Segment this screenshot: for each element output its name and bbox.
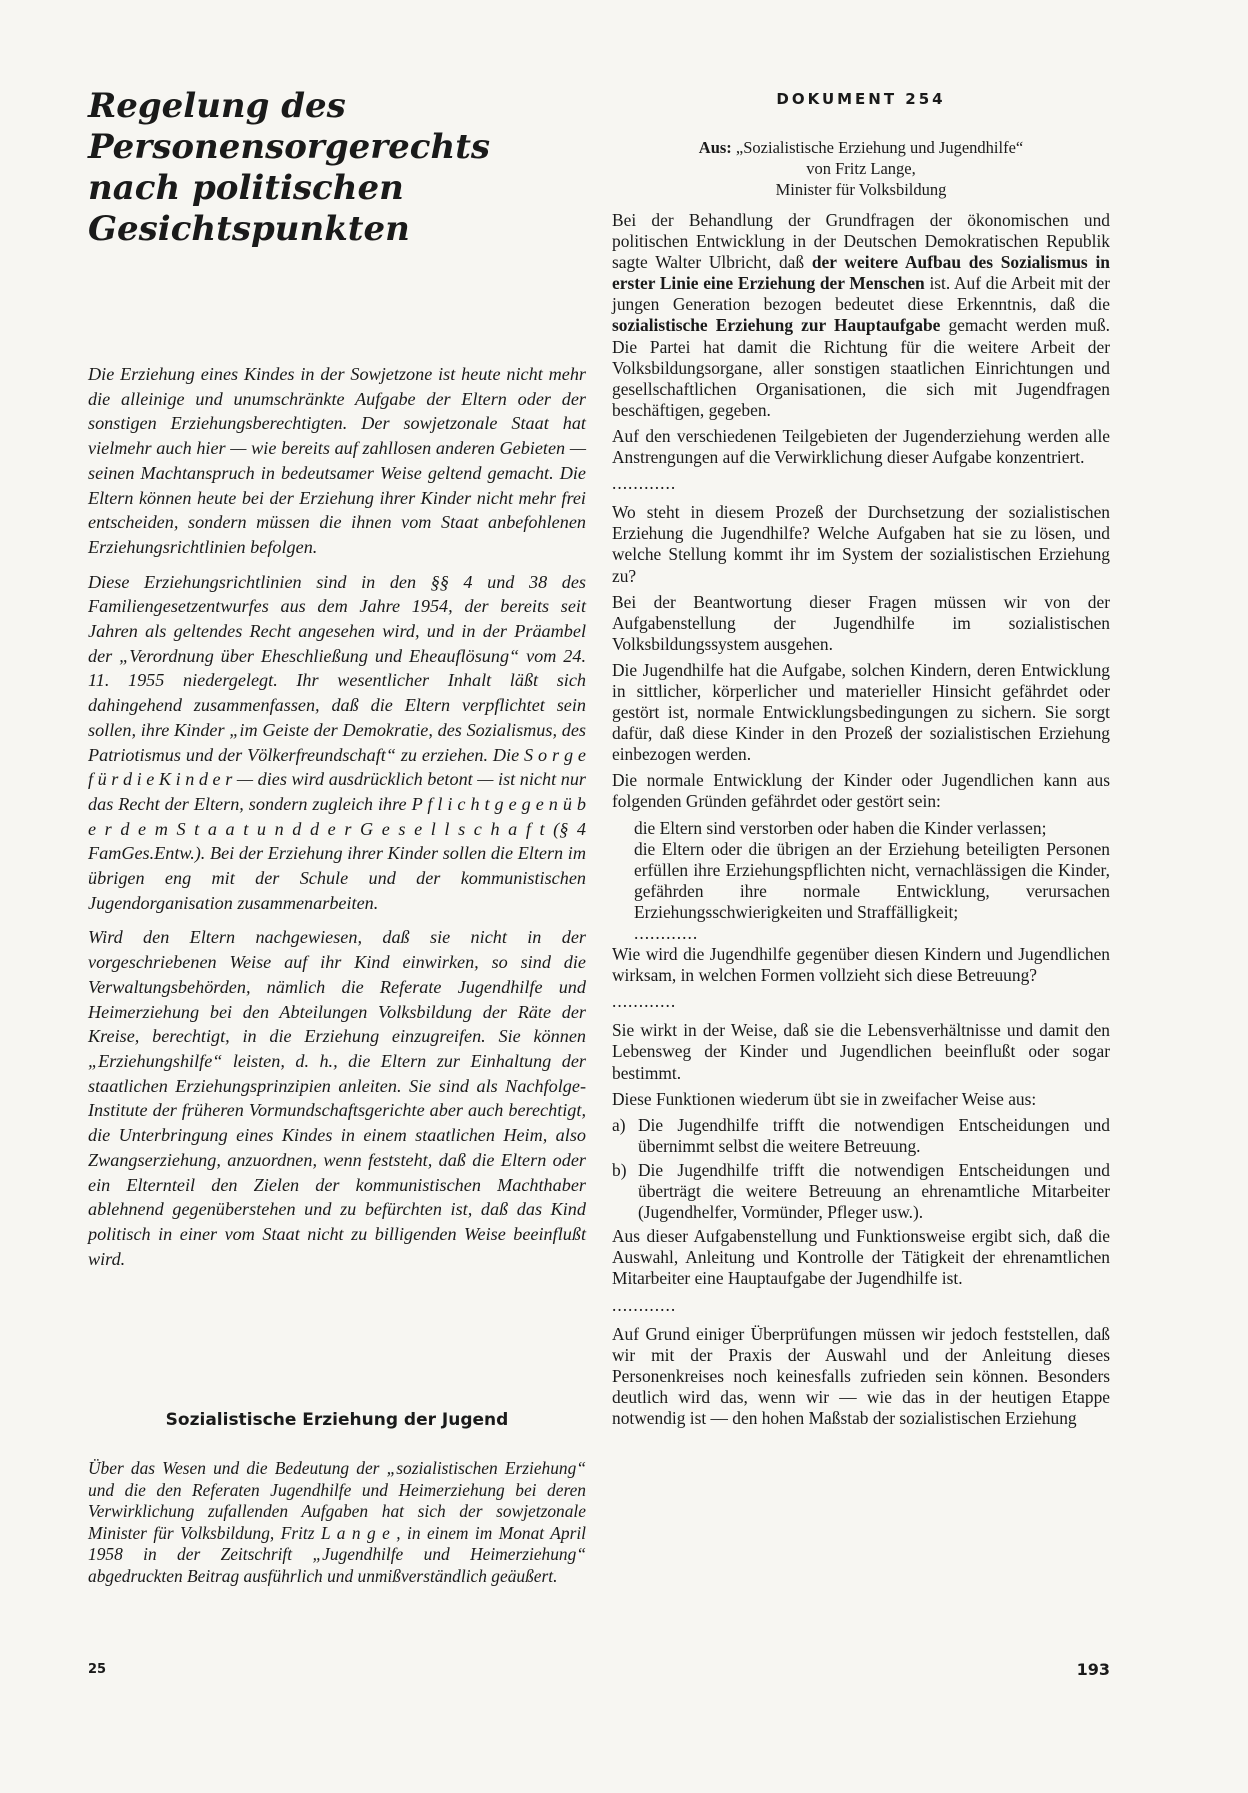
body-paragraph-3: Wo steht in diesem Prozeß der Durchsetzung der sozialistischen Erziehung die Jugendhilfe? Welche Aufgaben hat sie zu lösen, und welche Stellung kommt ihr im System der sozialistischen Erziehung zu? <box>612 502 1110 586</box>
ellipsis-3: ............ <box>612 991 677 1012</box>
body-paragraph-6: Die normale Entwicklung der Kinder oder Jugendlichen kann aus folgenden Gründen gefährdet oder gestört sein: <box>612 770 1110 812</box>
body-paragraph-4: Bei der Beantwortung dieser Fragen müssen wir von der Aufgabenstellung der Jugendhilfe im sozialistischen Volksbildungssystem ausgehen. <box>612 591 1110 654</box>
list-item-a <box>612 1115 1110 1157</box>
reason-item-1: die Eltern sind verstorben oder haben die Kinder verlassen; <box>634 817 1047 838</box>
ellipsis-1: ............ <box>612 473 677 494</box>
source-role: Minister für Volksbildung <box>775 180 947 199</box>
page-number-left: 25 <box>88 1662 107 1677</box>
section-intro: Über das Wesen und die Bedeutung der „sozialistischen Erziehung“ und die den Referaten Jugendhilfe und Heimerziehung bei deren Verwirklichung zufallenden Aufgaben hat sich der sowjetzonale Minister für Volksbildung, Fritz L a n g e , in einem im Monat April 1958 in der Zeitschrift „Jugendhilfe und Heimerziehung“ abgedruckten Beitrag ausführlich und unmißverständlich geäußert. <box>88 1458 586 1586</box>
p1-text-a: Bei der Behandlung der Grundfragen der ökonomischen und politischen Entwicklung in der Deutschen Demokratischen Republik sagte Walter Ulbricht, daß <box>612 210 1110 273</box>
list-text-a: Die Jugendhilfe trifft die notwendigen Entscheidungen und übernimmt selbst die weitere Betreuung. <box>638 1114 1110 1156</box>
body-paragraph-1 <box>612 210 1110 421</box>
intro-paragraph-2: Diese Erziehungsrichtlinien sind in den §§ 4 und 38 des Familiengesetzentwurfes aus dem Jahre 1954, der bereits seit Jahren als geltendes Recht angesehen wird, und in der Präambel der „Verordnung über Eheschließung und Eheauflösung“ vom 24. 11. 1955 niedergelegt. Ihr wesentlicher Inhalt läßt sich dahingehend zusammenfassen, daß die Eltern verpflichtet sein sollen, ihre Kinder „im Geiste der Demokratie, des Sozialismus, des Patriotismus und der Völkerfreundschaft“ zu erziehen. Die S o r g e f ü r d i e K i n d e r — dies wird ausdrücklich betont — ist nicht nur das Recht der Eltern, sondern zugleich ihre P f l i c h t g e g e n ü b e r d e m S t a a t u n d d e r G e s e l l s c h a f t (§ 4 FamGes.Entw.). Bei der Erziehung ihrer Kinder sollen die Eltern im übrigen eng mit der Schule und der kommunistischen Jugendorganisation zusammenarbeiten. <box>88 571 586 913</box>
list-label-b: b) <box>612 1159 627 1180</box>
body-paragraph-11: Auf Grund einiger Überprüfungen müssen wir jedoch feststellen, daß wir mit der Praxis der Auswahl und der Anleitung dieses Personenkreises noch keinesfalls zufrieden sein können. Besonders deutlich wird das, wenn wir — wie das in der heutigen Etappe notwendig ist — den hohen Maßstab der sozialistischen Erziehung <box>612 1323 1110 1428</box>
document-body <box>612 210 1110 1434</box>
intro-paragraph-3: Wird den Eltern nachgewiesen, daß sie nicht in der vorgeschriebenen Weise auf ihr Kind einwirken, so sind die Verwaltungsbehörden, nämlich die Referate Jugendhilfe und Heimerziehung bei den Abteilungen Volksbildung der Räte der Kreise, berechtigt, in die Erziehung einzugreifen. Sie können „Erziehungshilfe“ leisten, d. h., die Eltern zur Einhaltung der staatlichen Erziehungsprinzipien anleiten. Sie sind als Nachfolge-Institute der früheren Vormundschaftsgerichte aber auch berechtigt, die Unterbringung eines Kindes in einem staatlichen Heim, also Zwangserziehung, anzuordnen, wenn feststeht, daß die Eltern oder ein Elternteil den Zielen der kommunistischen Machthaber ablehnend gegenüberstehen und zu befürchten ist, daß das Kind politisch in einer vom Staat nicht zu billigenden Weise beeinflußt wird. <box>88 927 586 1269</box>
list-item-b <box>612 1160 1110 1223</box>
ellipsis-4: ............ <box>612 1294 677 1315</box>
intro-paragraph-1: Die Erziehung eines Kindes in der Sowjetzone ist heute nicht mehr die alleinige und unumschränkte Aufgabe der Eltern oder der sonstigen Erziehungsberechtigten. Der sowjetzonale Staat hat vielmehr auch hier — wie bereits auf zahllosen anderen Gebieten — seinen Machtanspruch in bedeutsamer Weise geltend gemacht. Die Eltern können heute bei der Erziehung ihrer Kinder nicht mehr frei entscheiden, sondern müssen die ihnen vom Staat anbefohlenen Erziehungsrichtlinien befolgen. <box>88 364 586 557</box>
section-heading: Sozialistische Erziehung der Jugend <box>165 1410 509 1430</box>
article-title: Regelung des Personensorgerechts nach politischen Gesichtspunkten <box>88 86 491 249</box>
source-line-1 <box>612 137 1110 158</box>
p1-emphasis-1: der weitere Aufbau des Sozialismus in erster Linie eine Erziehung der Menschen <box>612 252 1110 294</box>
page-number-right: 193 <box>1076 1660 1110 1679</box>
body-paragraph-7: Wie wird die Jugendhilfe gegenüber diesen Kindern und Jugendlichen wirksam, in welchen Formen vollzieht sich diese Betreuung? <box>612 944 1110 986</box>
source-author: von Fritz Lange, <box>806 159 916 178</box>
body-paragraph-9: Diese Funktionen wiederum übt sie in zweifacher Weise aus: <box>612 1088 1037 1109</box>
reason-item-2: die Eltern oder die übrigen an der Erziehung beteiligten Personen erfüllen ihre Erziehungspflichten nicht, vernachlässigen die Kinder, gefährden ihre normale Entwicklung, verursachen Erziehungsschwierigkeiten und Straffälligkeit; <box>634 838 1110 922</box>
list-text-b: Die Jugendhilfe trifft die notwendigen Entscheidungen und überträgt die weitere Betreuung an ehrenamtliche Mitarbeiter (Jugendhelfer, Vormünder, Pfleger usw.). <box>638 1159 1110 1223</box>
source-prefix: Aus: <box>698 138 732 157</box>
body-paragraph-5: Die Jugendhilfe hat die Aufgabe, solchen Kindern, deren Entwicklung in sittlicher, körperlicher und materieller Hinsicht gefährdet oder gestört ist, normale Entwicklungsbedingungen zu sichern. Sie sorgt dafür, daß diese Kinder in den Prozeß der sozialistischen Erziehung einbezogen werden. <box>612 659 1110 765</box>
p1-text-c: gemacht werden muß. Die Partei hat damit die Richtung für die weitere Arbeit der Volksbildungsorgane, aller sonstigen staatlichen Einrichtungen und gesellschaftlichen Organisationen, die sich mit Jugendfragen beschäftigen, gegeben. <box>612 315 1111 420</box>
ellipsis-2: ............ <box>634 923 699 943</box>
source-citation <box>612 137 1110 200</box>
body-paragraph-10: Aus dieser Aufgabenstellung und Funktionsweise ergibt sich, daß die Auswahl, Anleitung und Kontrolle der Tätigkeit der ehrenamtlichen Mitarbeiter eine Hauptaufgabe der Jugendhilfe ist. <box>612 1226 1110 1289</box>
list-label-a: a) <box>612 1114 626 1135</box>
p1-emphasis-2: sozialistische Erziehung zur Hauptaufgabe <box>612 315 941 336</box>
intro-text <box>88 362 586 1281</box>
body-paragraph-8: Sie wirkt in der Weise, daß sie die Lebensverhältnisse und damit den Lebensweg der Kinder und Jugendlichen beeinflußt oder sogar bestimmt. <box>612 1020 1110 1083</box>
source-title: „Sozialistische Erziehung und Jugendhilfe“ <box>735 138 1024 157</box>
document-label: DOKUMENT 254 <box>776 90 946 108</box>
body-paragraph-2: Auf den verschiedenen Teilgebieten der Jugenderziehung werden alle Anstrengungen auf die Verwirklichung dieser Aufgabe konzentriert. <box>612 425 1110 468</box>
p1-text-b: ist. Auf die Arbeit mit der jungen Generation bezogen bedeutet diese Erkenntnis, daß die <box>612 273 1110 315</box>
